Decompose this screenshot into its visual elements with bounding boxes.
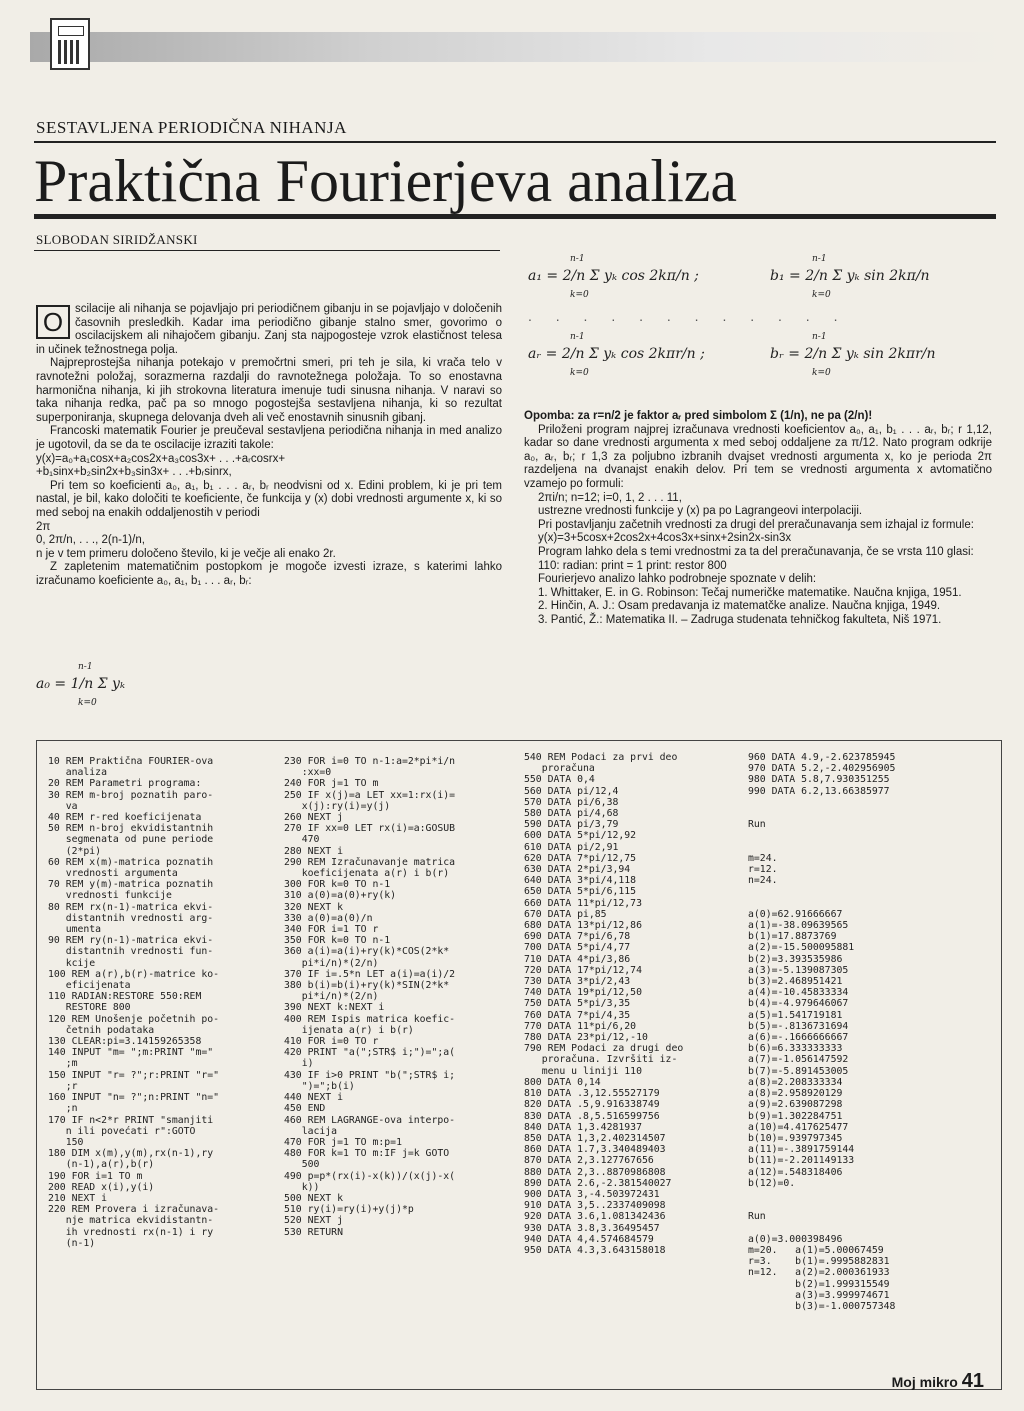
reference-item: 1. Whittaker, E. in G. Robinson: Tečaj numeričke matematike. Naučna knjiga, 1951. (538, 586, 962, 599)
reference-item: 2. Hinčin, A. J.: Osam predavanja iz matematčke analize. Naučna knjiga, 1949. (538, 600, 941, 613)
left-column (36, 303, 502, 588)
paragraph: Program lahko dela s temi vrednostmi za ta del preračunavanja, če se vrsta 110 glasi: (538, 545, 974, 558)
paragraph: ustrezne vrednosti funkcije y (x) pa po Lagrangeovi interpolaciji. (538, 505, 863, 518)
note-paragraph: Opomba: za r=n/2 je faktor aᵣ pred simbolom Σ (1/n), ne pa (2/n)! (524, 410, 873, 422)
header-banner (30, 18, 1005, 70)
page-number: 41 (961, 1370, 984, 1392)
equation-line: y(x)=3+5cosx+2cos2x+4cos3x+sinx+2sin2x-sin3x (538, 532, 792, 545)
formula-upper-b1: n-1 (812, 254, 827, 264)
formula-lower-a1: k=0 (570, 290, 589, 300)
paragraph: Z zapletenim matematičnim postopkom je mogoče izvesti izraze, s katerimi lahko izračunamo koeficiente a₀, a₁, b₁ . . . aᵣ, bᵣ: (36, 561, 502, 587)
listing-column-2: 230 FOR i=0 TO n-1:a=2*pi*i/n :xx=0 240 FOR j=1 TO m 250 IF x(j)=a LET xx=1:rx(i)= x(j):ry(i)=y(j) 260 NEXT j 270 IF xx=0 LET rx(i)=a:GOSUB 470 280 NEXT i 290 REM Izračunavanje matrica koeficijenata a(r) i b(r) 300 FOR k=0 TO n-1 310 a(0)=a(0)+ry(k) 320 NEXT k 330 a(0)=a(0)/n 340 FOR i=1 TO r 350 FOR k=0 TO n-1 360 a(i)=a(i)+ry(k)*COS(2*k* pi*i/n)*(2/n) 370 IF i=.5*n LET a(i)=a(i)/2 380 b(i)=b(i)+ry(k)*SIN(2*k* pi*i/n)*(2/n) 390 NEXT k:NEXT i 400 REM Ispis matrica koefic- ijenata a(r) i b(r) 410 FOR i=0 TO r 420 PRINT "a(";STR$ i;")=";a( i) 430 IF i>0 PRINT "b(";STR$ i; ")=";b(i) 440 NEXT i 450 END 460 REM LAGRANGE-ova interpo- lacija 470 FOR j=1 TO m:p=1 480 FOR k=1 TO m:IF j=k GOTO 500 490 p=p*(rx(i)-x(k))/(x(j)-x( k)) 500 NEXT k 510 ry(i)=ry(i)+y(j)*p 520 NEXT j 530 RETURN (284, 756, 456, 1238)
formula-lower-a0: k=0 (78, 698, 97, 708)
equation-line: 2π (36, 520, 51, 533)
formula-lower-b1: k=0 (812, 290, 831, 300)
reference-item: 3. Pantić, Ž.: Matematika II. – Zadruga studenata tehničkog fakulteta, Niš 1971. (538, 613, 942, 626)
listing-column-1: 10 REM Praktična FOURIER-ova analiza 20 REM Parametri programa: 30 REM m-broj poznatih paro- va 40 REM r-red koeficijenata 50 REM n-broj ekvidistantnih segmenata od pune periode (2*pi) 60 REM x(m)-matrica poznatih vrednosti argumenta 70 REM y(m)-matrica poznatih vrednosti funkcije 80 REM rx(n-1)-matrica ekvi- distantnih vrednosti arg- umenta 90 REM ry(n-1)-matrica ekvi- distantnih vrednosti fun- kcije 100 REM a(r),b(r)-matrice ko- eficijenata 110 RADIAN:RESTORE 550:REM RESTORE 800 120 REM Unošenje početnih po- četnih podataka 130 CLEAR:pi=3.14159265358 140 INPUT "m= ";m:PRINT "m=" ;m 150 INPUT "r= ?";r:PRINT "r=" ;r 160 INPUT "n= ?";n:PRINT "n=" ;n 170 IF n<2*r PRINT "smanjiti n ili povećati r":GOTO 150 180 DIM x(m),y(m),rx(n-1),ry (n-1),a(r),b(r) 190 FOR i=1 TO m 200 READ x(i),y(i) 210 NEXT i 220 REM Provera i izračunava- nje matrica ekvidistantn- ih vrednosti rx(n-1) i ry (n-1) (48, 756, 220, 1249)
section-kicker: SESTAVLJENA PERIODIČNA NIHANJA (36, 118, 347, 137)
right-column (524, 410, 992, 628)
article-title: Praktična Fourierjeva analiza (34, 148, 738, 214)
paragraph: Pri tem so koeficienti a₀, a₁, b₁ . . . aᵣ, bᵣ neodvisni od x. Edini problem, ki je pri tem nastal, je bil, kako določiti te koeficiente, če funkcija y (x) dobi vrednosti argumente x, ki so med seboj na enakih oddaljenostih v periodi (36, 479, 502, 519)
magazine-name: Moj mikro (891, 1374, 958, 1390)
title-rule (34, 214, 996, 219)
formula-dots-left: . . . . . . . . . . . . (528, 308, 848, 324)
listing-column-4: 960 DATA 4.9,-2.623785945 970 DATA 5.2,-2.402956905 980 DATA 5.8,7.930351255 990 DATA 6.2,13.66385977 Run m=24. r=12. n=24. a(0)=62.91666667 a(1)=-38.09639565 b(1)=17.8873769 a(2)=-15.500095881 b(2)=3.393535986 a(3)=-5.139087305 b(3)=2.468951421 a(4)=-10.45833334 b(4)=-4.979646067 a(5)=1.541719181 b(5)=-.8136731694 a(6)=-.1666666667 b(6)=6.333333333 a(7)=-1.056147592 b(7)=-5.891453005 a(8)=2.208333334 a(8)=2.958920129 a(9)=2.639087298 b(9)=1.302284751 a(10)=4.417625477 b(10)=.939797345 a(11)=-.3891759144 b(11)=-2.201149133 a(12)=.548318406 b(12)=0. Run a(0)=3.000398496 m=20. a(1)=5.00067459 r=3. b(1)=.9995882831 n=12. a(2)=2.000361933 b(2)=1.999315549 a(3)=3.999974671 b(3)=-1.000757348 (748, 752, 896, 1312)
paragraph: Priloženi program najprej izračunava vrednosti koeficientov a₀, a₁, b₁ . . . aᵣ, bᵣ; r 1,12, kadar so dane vrednosti argumenta x med seboj oddaljene za π/12. Nato program odkrije a₀, aᵣ, bᵣ; r 1,3 za poljubno izbranih dvajset vrednosti argumenta x, ko je perioda 2π razdeljena na dvanajst enakih delov. Pri tem se vrednosti argumenta x avtomatično vzamejo po formuli: (524, 423, 992, 490)
equation-line: y(x)=a₀+a₁cosx+a₂cos2x+a₃cos3x+ . . .+aᵣcosrx+ (36, 452, 286, 465)
paragraph: Fourierjevo analizo lahko podrobneje spoznate v delih: (538, 573, 817, 586)
equation-line: 0, 2π/n, . . ., 2(n-1)/n, (36, 534, 145, 547)
drop-cap: O (36, 305, 70, 339)
formula-lower-br: k=0 (812, 368, 831, 378)
paragraph: Pri postavljanju začetnih vrednosti za drugi del preračunavanja sem izhajal iz formule: (538, 518, 974, 531)
kicker-rule (34, 141, 996, 143)
author-name: SLOBODAN SIRIDŽANSKI (36, 232, 198, 247)
paragraph: Francoski matematik Fourier je preučeval sestavljena periodična nihanja in med analizo je ugotovil, da se da te oscilacije izraziti takole: (36, 425, 502, 451)
formula-b1: b₁ = 2/n Σ yₖ sin 2kπ/n (770, 268, 930, 284)
formula-upper-ar: n-1 (570, 332, 585, 342)
formula-upper-a1: n-1 (570, 254, 585, 264)
paragraph: n je v tem primeru določeno število, ki je večje ali enako 2r. (36, 547, 336, 560)
code-line: 110: radian: print = 1 print: restor 800 (538, 559, 727, 572)
formula-a0: a₀ = 1/n Σ yₖ (36, 676, 126, 692)
author-rule (34, 250, 500, 251)
intro-paragraph: O scilacije ali nihanja se pojavljajo pri periodičnem gibanju in se pojavljajo v določenih časovnih presledkih. Kadar ima periodično gibanje stalno smer, govorimo o oscilacijskem ali nihajočem gibanju. Zanj sta najpogosteje vzrok elastičnost telesa in učinek težnostnega polja. (36, 303, 502, 356)
listing-column-3: 540 REM Podaci za prvi deo proračuna 550 DATA 0,4 560 DATA pi/12,4 570 DATA pi/6,38 580 DATA pi/4,68 590 DATA pi/3,79 600 DATA 5*pi/12,92 610 DATA pi/2,91 620 DATA 7*pi/12,75 630 DATA 2*pi/3,94 640 DATA 3*pi/4,118 650 DATA 5*pi/6,115 660 DATA 11*pi/12,73 670 DATA pi,85 680 DATA 13*pi/12,86 690 DATA 7*pi/6,78 700 DATA 5*pi/4,77 710 DATA 4*pi/3,86 720 DATA 17*pi/12,74 730 DATA 3*pi/2,43 740 DATA 19*pi/12,50 750 DATA 5*pi/3,35 760 DATA 7*pi/4,35 770 DATA 11*pi/6,20 780 DATA 23*pi/12,-10 790 REM Podaci za drugi deo proračuna. Izvršiti iz- menu u liniji 110 800 DATA 0,14 810 DATA .3,12.55527179 820 DATA .5,9.916338749 830 DATA .8,5.516599756 840 DATA 1,3.4281937 850 DATA 1,3,2.402314507 860 DATA 1.7,3.340489403 870 DATA 2,3.127767656 880 DATA 2,3..8870986808 890 DATA 2.6,-2.381540027 900 DATA 3,-4.503972431 910 DATA 3,5..2337409098 920 DATA 3.6,1.081342436 930 DATA 3.8,3.36495457 940 DATA 4,4.574684579 950 DATA 4.3,3.643158018 (524, 752, 684, 1256)
equation-line: +b₁sinx+b₂sin2x+b₃sin3x+ . . .+bᵣsinrx, (36, 466, 232, 479)
equation-line: 2πi/n; n=12; i=0, 1, 2 . . . 11, (538, 491, 682, 504)
paragraph: Najpreprostejša nihanja potekajo v premočrtni smeri, pri teh je sila, ki vrača telo v ravnotežni položaj, sorazmerna razdalji do ravnotežnega položaja. To so enostavna harmonična nihanja, ki jih strokovna literatura imenuje tudi sinusna nihanja. V naravi so taka nihanja redka, pač pa so mnogo pogostejša sestavljena nihanja, ki so rezultat superponiranja, skupnega delovanja dveh ali več enostavnih sinusnih gibanj. (36, 357, 502, 424)
formula-upper-a0: n-1 (78, 662, 93, 672)
formula-ar: aᵣ = 2/n Σ yₖ cos 2kπr/n ; (528, 346, 705, 362)
formula-a1: a₁ = 2/n Σ yₖ cos 2kπ/n ; (528, 268, 699, 284)
page-footer (892, 1370, 984, 1393)
header-stripe (30, 32, 1005, 62)
formula-lower-ar: k=0 (570, 368, 589, 378)
formula-upper-br: n-1 (812, 332, 827, 342)
formula-br: bᵣ = 2/n Σ yₖ sin 2kπr/n (770, 346, 936, 362)
calculator-icon (50, 18, 90, 70)
